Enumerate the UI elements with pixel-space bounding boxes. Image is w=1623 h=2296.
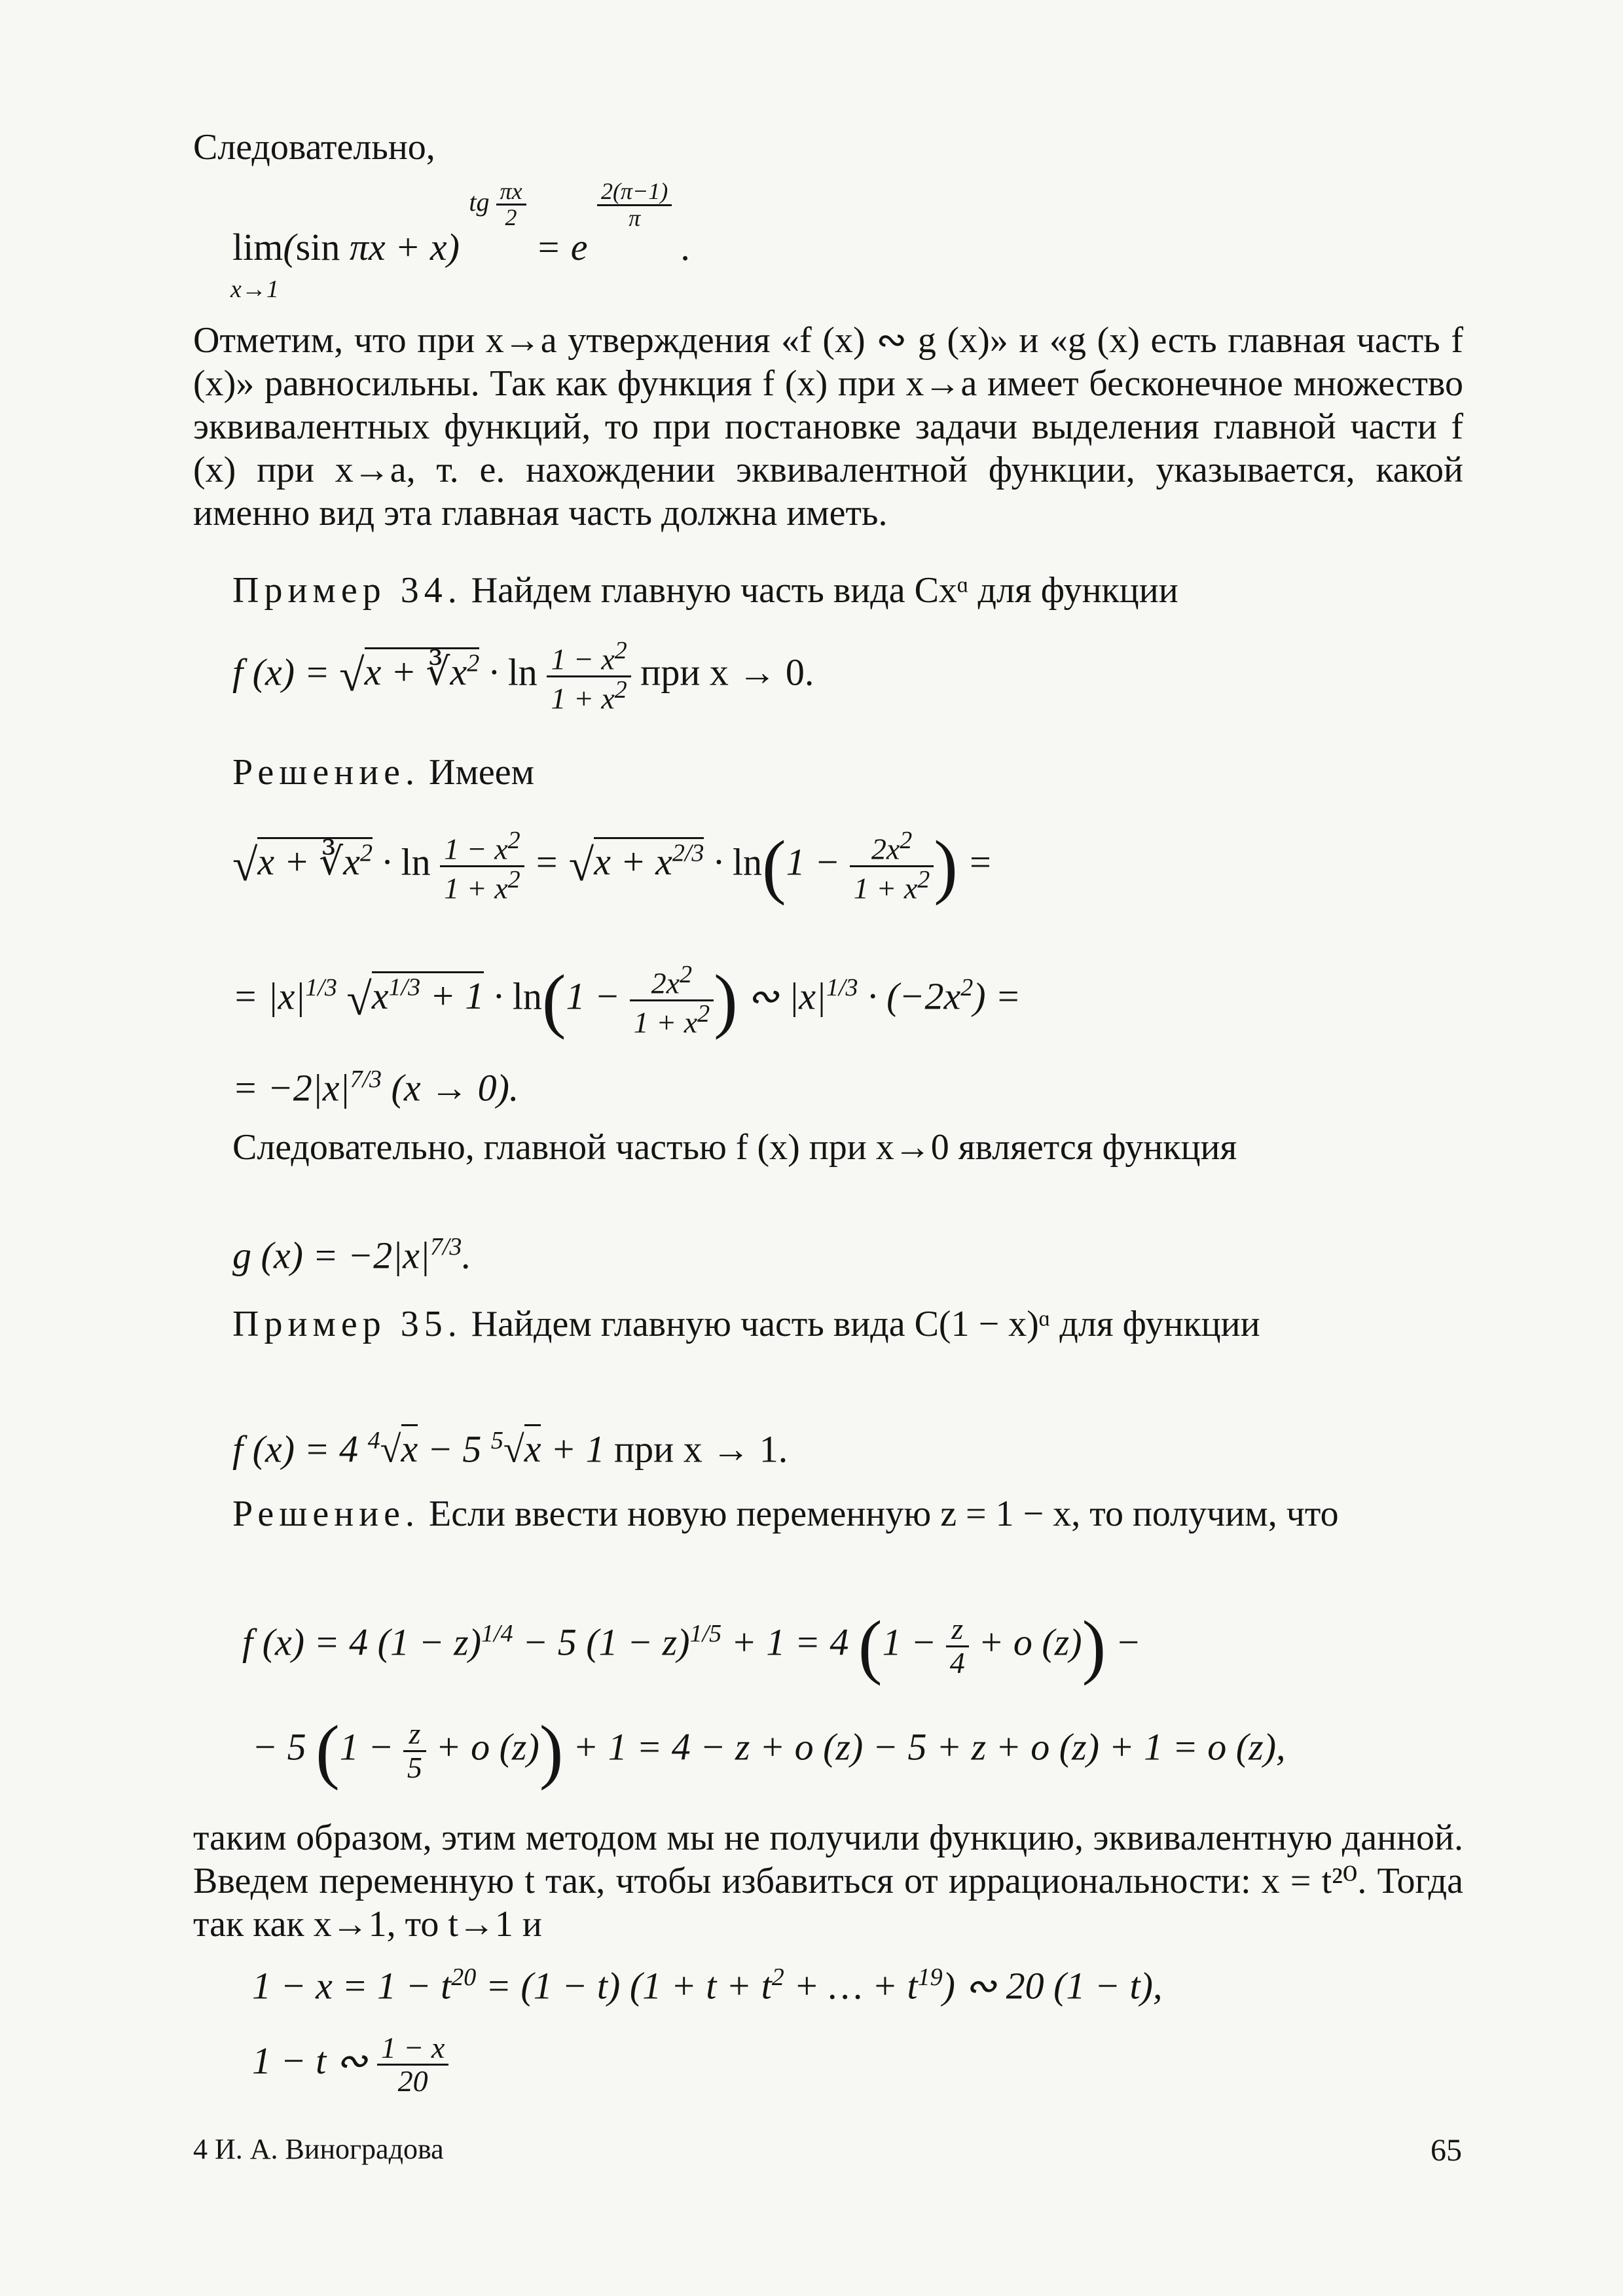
conclusion-34: Следовательно, главной частью f (x) при x→0 является функция: [232, 1127, 1237, 1168]
condition-34: при x → 0.: [640, 651, 814, 694]
example-34-label: Пример 34.: [232, 570, 462, 611]
solution-34-label: Решение.: [232, 752, 420, 793]
remark-paragraph: Отметим, что при x→a утверждения «f (x) ∾ g (x)» и «g (x) есть главная часть f (x)» равносильны. Так как функция f (x) при x→a имеет бесконечное множество эквивалентных функций, то при постановке задачи выделения главной части f (x) при x→a, т. е. нахождении эквивалентной функции, указывается, какой именно вид эта главная часть должна иметь.: [193, 320, 1463, 533]
limit-formula: lim(sin πx + x) $^{tg \frac{\pi x}{2}}$ = e $^{\frac{2(\pi-1)}{\pi}}$ .: [232, 177, 691, 268]
conclusion-word: Следовательно,: [193, 127, 435, 168]
g-function: g $(x) = -2|x|^{7/3}$.: [232, 1233, 471, 1277]
example-34-text: Найдем главную часть вида Cxᵅ для функции: [471, 570, 1178, 611]
example-35-function: f (x) = 4 $^4$√x − 5 $^5$√x + 1 при x → 1.: [232, 1427, 788, 1471]
solution-34-line-2: = $|x|^{1/3}$ $√x^{1/3} + 1 \cdot \ln(1$ − $\frac{2x^2}{1 + x^2}$ ) ∾ $|x|^{1/3} \cdot (-2x^2)$ =: [232, 960, 1021, 1041]
solution-35-text: Если ввести новую переменную z = 1 − x, то получим, что: [429, 1494, 1339, 1534]
example-35-label: Пример 35.: [232, 1304, 462, 1344]
final-line-2: 1 − t ∾ $\frac{1 - x}{20}$: [252, 2032, 448, 2098]
page-number: 65: [1431, 2133, 1462, 2168]
solution-35-line-1: f (x) = 4 $(1 - z)^{1/4} - 5$ $(1 - z)^{1/5} + 1 = 4$ (1 − $\frac{z}{4}$ + o (z)) −: [242, 1606, 1141, 1686]
solution-34-text: Имеем: [429, 752, 535, 793]
example-35-text: Найдем главную часть вида C(1 − x)ᵅ для функции: [471, 1304, 1260, 1344]
final-line-1: $1 - x = 1 - t^{20} = (1 - t) (1 + t + t^2$ + … + $t^{19}$) ∾ 20 (1 − t),: [252, 1964, 1163, 2007]
example-34-heading: [232, 569, 1463, 611]
example-34-function: f $(x) = √x + ∛x^2 \cdot \ln$ $\frac{1 - x^2}{1 + x^2}$ при x → 0.: [232, 637, 814, 715]
limit-subscript: x→1: [230, 276, 279, 303]
footer-signature: 4 И. А. Виноградова: [193, 2133, 444, 2165]
example-35-heading: [193, 1302, 1463, 1346]
substitution-paragraph: таким образом, этим методом мы не получили функцию, эквивалентную данной. Введем переменную t так, чтобы избавиться от иррациональности: x = t²⁰. Тогда так как x→1, то t→1 и: [193, 1818, 1463, 1945]
solution-34-line-1: $√x + ∛x^2 \cdot \ln$ $\frac{1 - x^2}{1 + x^2}$ = $√x + x^{2/3} \cdot \ln(1$ − $\frac{2x^2}{1 + x^2}$ ) =: [232, 826, 993, 906]
solution-34-heading: [232, 751, 1503, 793]
condition-35: при x → 1.: [614, 1427, 788, 1471]
solution-34-line-3: = $-2|x|^{7/3}$ (x → 0).: [232, 1066, 519, 1109]
solution-35-label: Решение.: [232, 1494, 420, 1534]
solution-35-line-2: − 5 (1 − $\frac{z}{5}$ + o (z)) + 1 = 4 − z + o (z) − 5 + z + o (z) + 1 = o (z),: [252, 1711, 1286, 1791]
solution-35-paragraph: [193, 1492, 1463, 1535]
